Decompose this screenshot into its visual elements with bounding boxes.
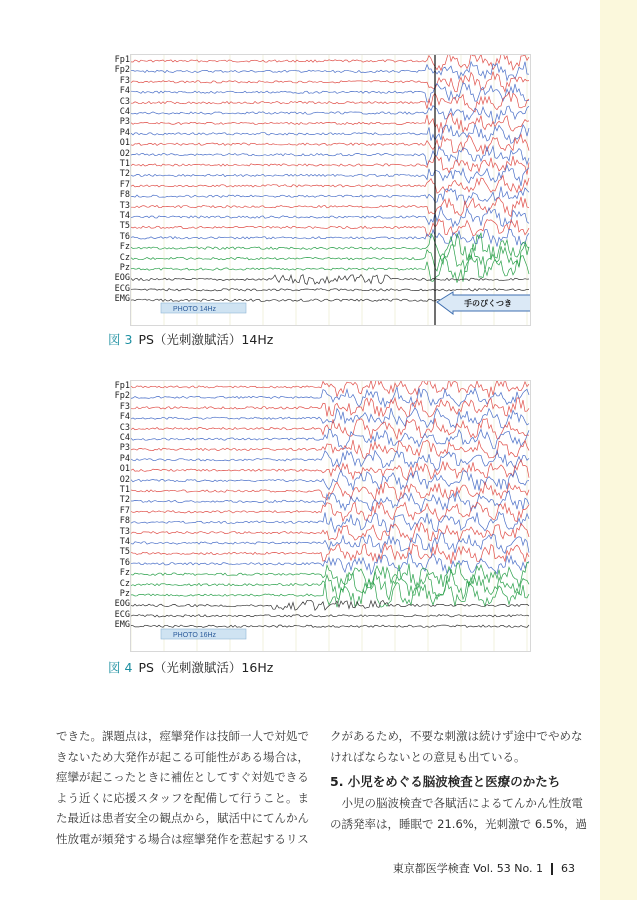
- paragraph-line: 痙攣が起こったときに補佐としてすぐ対処できる: [56, 770, 309, 784]
- channel-label: Pz: [119, 263, 130, 273]
- right-text-column: [330, 726, 588, 834]
- eeg-figure-3: [106, 54, 531, 326]
- paragraph-line: の誘発率は，睡眠で 21.6%，光刺激で 6.5%，過: [330, 816, 588, 831]
- annotation-label: 手のぴくつき: [464, 299, 512, 308]
- figure-number: 図 3: [108, 332, 133, 347]
- paragraph-line: た最近は患者安全の観点から，賦活中にてんかん: [56, 811, 309, 825]
- channel-label: EMG: [114, 620, 130, 631]
- eeg-channel-trace: [131, 523, 529, 543]
- channel-label: F7: [119, 505, 130, 516]
- eeg-channel-trace: [131, 615, 529, 617]
- channel-label: C3: [119, 422, 130, 433]
- eeg-channel-trace: [131, 275, 529, 285]
- channel-label: EOG: [114, 273, 130, 284]
- channel-label: Cz: [119, 578, 130, 589]
- figure-4-caption: [108, 658, 273, 676]
- eeg-channel-trace: [131, 165, 529, 186]
- channel-label: F3: [119, 75, 130, 86]
- page-number: 63: [561, 862, 575, 875]
- journal-name: 東京都医学検査 Vol. 53 No. 1: [392, 862, 543, 875]
- paragraph-line: 性放電が頻発する場合は痙攣発作を惹起するリス: [56, 831, 309, 846]
- eeg-channel-trace: [131, 255, 529, 283]
- paragraph-line: よう近くに応援スタッフを配備して行うこと。ま: [56, 790, 309, 805]
- eeg-channel-trace: [131, 113, 529, 133]
- channel-label: EOG: [114, 599, 130, 610]
- eeg-channel-trace: [131, 482, 529, 501]
- paragraph-line: ければならないとの意見も出ている。: [330, 749, 526, 764]
- channel-label: O2: [119, 148, 130, 159]
- left-text-column: [56, 726, 308, 849]
- channel-label: F8: [119, 516, 130, 527]
- eeg-trace-panel: [130, 54, 531, 326]
- eeg-channel-trace: [131, 146, 529, 165]
- channel-label: ECG: [114, 609, 130, 620]
- channel-label: T3: [119, 526, 130, 537]
- channel-label: Fz: [119, 568, 130, 579]
- eeg-channel-trace: [131, 289, 529, 291]
- eeg-channel-trace: [131, 83, 529, 102]
- side-margin-strip: [600, 0, 637, 900]
- channel-label: T5: [119, 547, 130, 558]
- eeg-channel-trace: [131, 460, 529, 480]
- channel-label: F4: [119, 412, 130, 423]
- channel-label: Cz: [119, 252, 130, 263]
- eeg-channel-trace: [131, 553, 529, 574]
- channel-label: C4: [119, 107, 130, 117]
- channel-label: T6: [119, 557, 130, 568]
- channel-label: Fp1: [114, 381, 130, 391]
- figure-3-caption: [108, 330, 273, 348]
- channel-label: C4: [119, 433, 130, 443]
- channel-label: P3: [119, 443, 130, 454]
- eeg-channel-trace: [131, 380, 529, 398]
- channel-label: T2: [119, 495, 130, 506]
- channel-label: T3: [119, 200, 130, 211]
- figure-caption-text: PS（光刺激賦活）14Hz: [138, 332, 274, 347]
- eeg-channel-trace: [131, 54, 529, 70]
- paragraph-line: できた。課題点は，痙攣発作は技師一人で対処で: [56, 729, 309, 743]
- channel-label: T4: [119, 537, 130, 547]
- channel-label: ECG: [114, 283, 130, 294]
- eeg-channel-trace: [131, 451, 529, 471]
- channel-label: O1: [119, 138, 130, 149]
- eeg-figure-4: [106, 380, 531, 652]
- channel-label: Fp2: [114, 391, 130, 402]
- channel-label: O2: [119, 474, 130, 485]
- channel-label: T6: [119, 231, 130, 242]
- channel-label: T4: [119, 211, 130, 221]
- channel-label: T2: [119, 169, 130, 180]
- channel-label: Pz: [119, 589, 130, 599]
- channel-label: T5: [119, 221, 130, 232]
- channel-label: Fp1: [114, 55, 130, 65]
- photo-stimulus-label: PHOTO 14Hz: [173, 306, 217, 313]
- eeg-channel-trace: [131, 176, 529, 194]
- eeg-channel-trace: [131, 134, 529, 154]
- channel-label: F8: [119, 190, 130, 201]
- channel-label: F3: [119, 401, 130, 412]
- eeg-channel-trace: [131, 387, 529, 407]
- eeg-channel-trace: [131, 187, 529, 205]
- eeg-channel-trace: [131, 229, 529, 246]
- eeg-channel-trace: [131, 72, 529, 92]
- figure-number: 図 4: [108, 660, 133, 675]
- channel-label: C3: [119, 96, 130, 107]
- eeg-channel-trace: [131, 206, 529, 227]
- paragraph-line: きないため大発作が起こる可能性がある場合は，: [56, 749, 309, 764]
- eeg-channel-trace: [131, 600, 529, 610]
- channel-label: F4: [119, 86, 130, 97]
- photo-stimulus-label: PHOTO 16Hz: [173, 632, 217, 639]
- section-heading: 5. 小児をめぐる脳波検査と医療のかたち: [330, 774, 561, 789]
- figure-caption-text: PS（光刺激賦活）16Hz: [138, 660, 274, 675]
- footer-divider: [551, 863, 553, 875]
- eeg-channel-trace: [131, 106, 529, 124]
- channel-label: Fz: [119, 242, 130, 253]
- paragraph-line: クがあるため，不要な刺激は続けず途中でやめな: [330, 729, 583, 743]
- channel-label: P4: [119, 453, 130, 464]
- eeg-channel-trace: [131, 155, 529, 174]
- eeg-channel-trace: [131, 398, 529, 417]
- paragraph-line: 小児の脳波検査で各賦活によるてんかん性放電: [330, 796, 583, 810]
- channel-label: F7: [119, 179, 130, 190]
- eeg-channel-trace: [131, 219, 529, 236]
- channel-label: Fp2: [114, 65, 130, 76]
- eeg-trace-panel: [130, 380, 531, 652]
- channel-label: EMG: [114, 294, 130, 305]
- eeg-channel-trace: [131, 625, 529, 627]
- eeg-channel-trace: [131, 92, 529, 112]
- channel-label: T1: [119, 159, 130, 169]
- eeg-channel-trace: [131, 124, 529, 143]
- page-footer: [393, 860, 575, 876]
- channel-label: P4: [119, 127, 130, 138]
- channel-label: P3: [119, 117, 130, 128]
- channel-label: T1: [119, 485, 130, 495]
- channel-label: O1: [119, 464, 130, 475]
